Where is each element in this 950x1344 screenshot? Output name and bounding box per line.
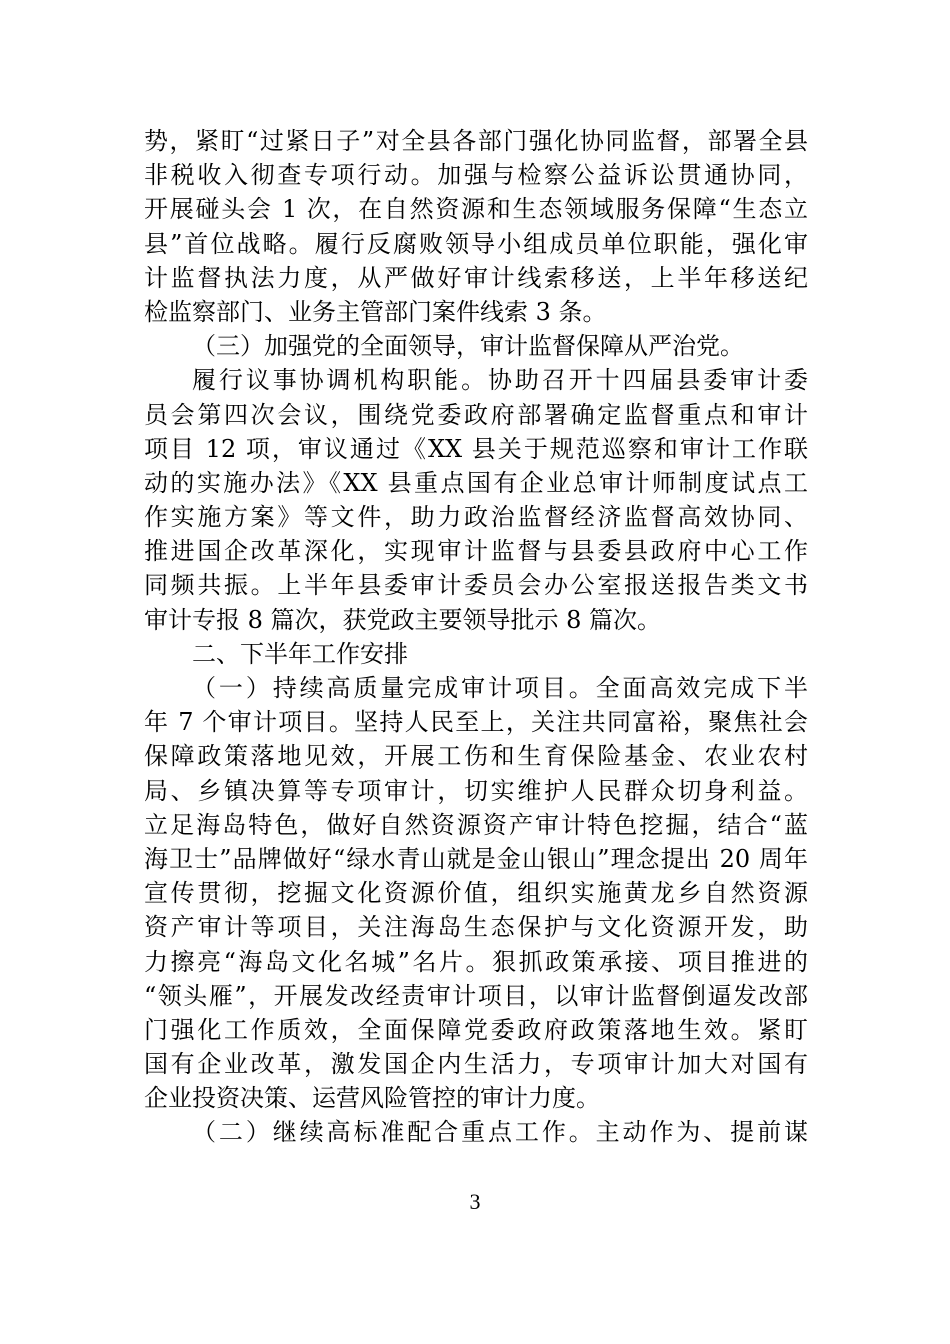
text-line: 资产审计等项目，关注海岛生态保护与文化资源开发，助 xyxy=(144,913,808,942)
text-line: 县”首位战略。履行反腐败领导小组成员单位职能，强化审 xyxy=(144,229,808,258)
section-heading: （三）加强党的全面领导，审计监督保障从严治党。 xyxy=(192,332,744,361)
text-line: 国有企业改革，激发国企内生活力，专项审计加大对国有 xyxy=(144,1050,808,1079)
text-line: 力擦亮“海岛文化名城”名片。狠抓政策承接、项目推进的 xyxy=(144,947,808,976)
text-line: 门强化工作质效，全面保障党委政府政策落地生效。紧盯 xyxy=(144,1015,808,1044)
text-line: 履行议事协调机构职能。协助召开十四届县委审计委 xyxy=(192,366,808,395)
body-text xyxy=(144,124,808,1150)
text-line: 作实施方案》等文件，助力政治监督经济监督高效协同、 xyxy=(144,503,808,532)
text-line: 项目 12 项，审议通过《XX 县关于规范巡察和审计工作联 xyxy=(144,434,808,463)
text-line: 保障政策落地见效，开展工伤和生育保险基金、农业农村 xyxy=(144,742,808,771)
text-line: 推进国企改革深化，实现审计监督与县委县政府中心工作 xyxy=(144,537,808,566)
text-line: 员会第四次会议，围绕党委政府部署确定监督重点和审计 xyxy=(144,400,808,429)
text-line: 海卫士”品牌做好“绿水青山就是金山银山”理念提出 20 周年 xyxy=(144,844,808,873)
section-heading: （二）继续高标准配合重点工作。主动作为、提前谋 xyxy=(192,1118,808,1147)
text-line: 审计专报 8 篇次，获党政主要领导批示 8 篇次。 xyxy=(144,605,662,634)
chapter-heading: 二、下半年工作安排 xyxy=(192,639,408,668)
text-line: 计监督执法力度，从严做好审计线索移送，上半年移送纪 xyxy=(144,263,808,292)
text-line: 企业投资决策、运营风险管控的审计力度。 xyxy=(144,1084,600,1113)
text-line: 动的实施办法》《XX 县重点国有企业总审计师制度试点工 xyxy=(144,468,808,497)
text-line: 同频共振。上半年县委审计委员会办公室报送报告类文书 xyxy=(144,571,808,600)
text-line: 非税收入彻查专项行动。加强与检察公益诉讼贯通协同， xyxy=(144,161,808,190)
section-heading: （一）持续高质量完成审计项目。全面高效完成下半 xyxy=(192,674,808,702)
text-line: 局、乡镇决算等专项审计，切实维护人民群众切身利益。 xyxy=(144,776,808,805)
text-line: 开展碰头会 1 次，在自然资源和生态领域服务保障“生态立 xyxy=(144,195,808,224)
text-line: 势，紧盯“过紧日子”对全县各部门强化协同监督，部署全县 xyxy=(144,127,808,155)
text-line: 宣传贯彻，挖掘文化资源价值，组织实施黄龙乡自然资源 xyxy=(144,879,808,908)
text-line: 检监察部门、业务主管部门案件线索 3 条。 xyxy=(144,297,607,326)
text-line: 年 7 个审计项目。坚持人民至上，关注共同富裕，聚焦社会 xyxy=(144,708,808,737)
page-number: 3 xyxy=(469,1189,481,1214)
text-line: 立足海岛特色，做好自然资源资产审计特色挖掘，结合“蓝 xyxy=(144,810,808,839)
text-line: “领头雁”，开展发改经责审计项目，以审计监督倒逼发改部 xyxy=(144,981,808,1010)
